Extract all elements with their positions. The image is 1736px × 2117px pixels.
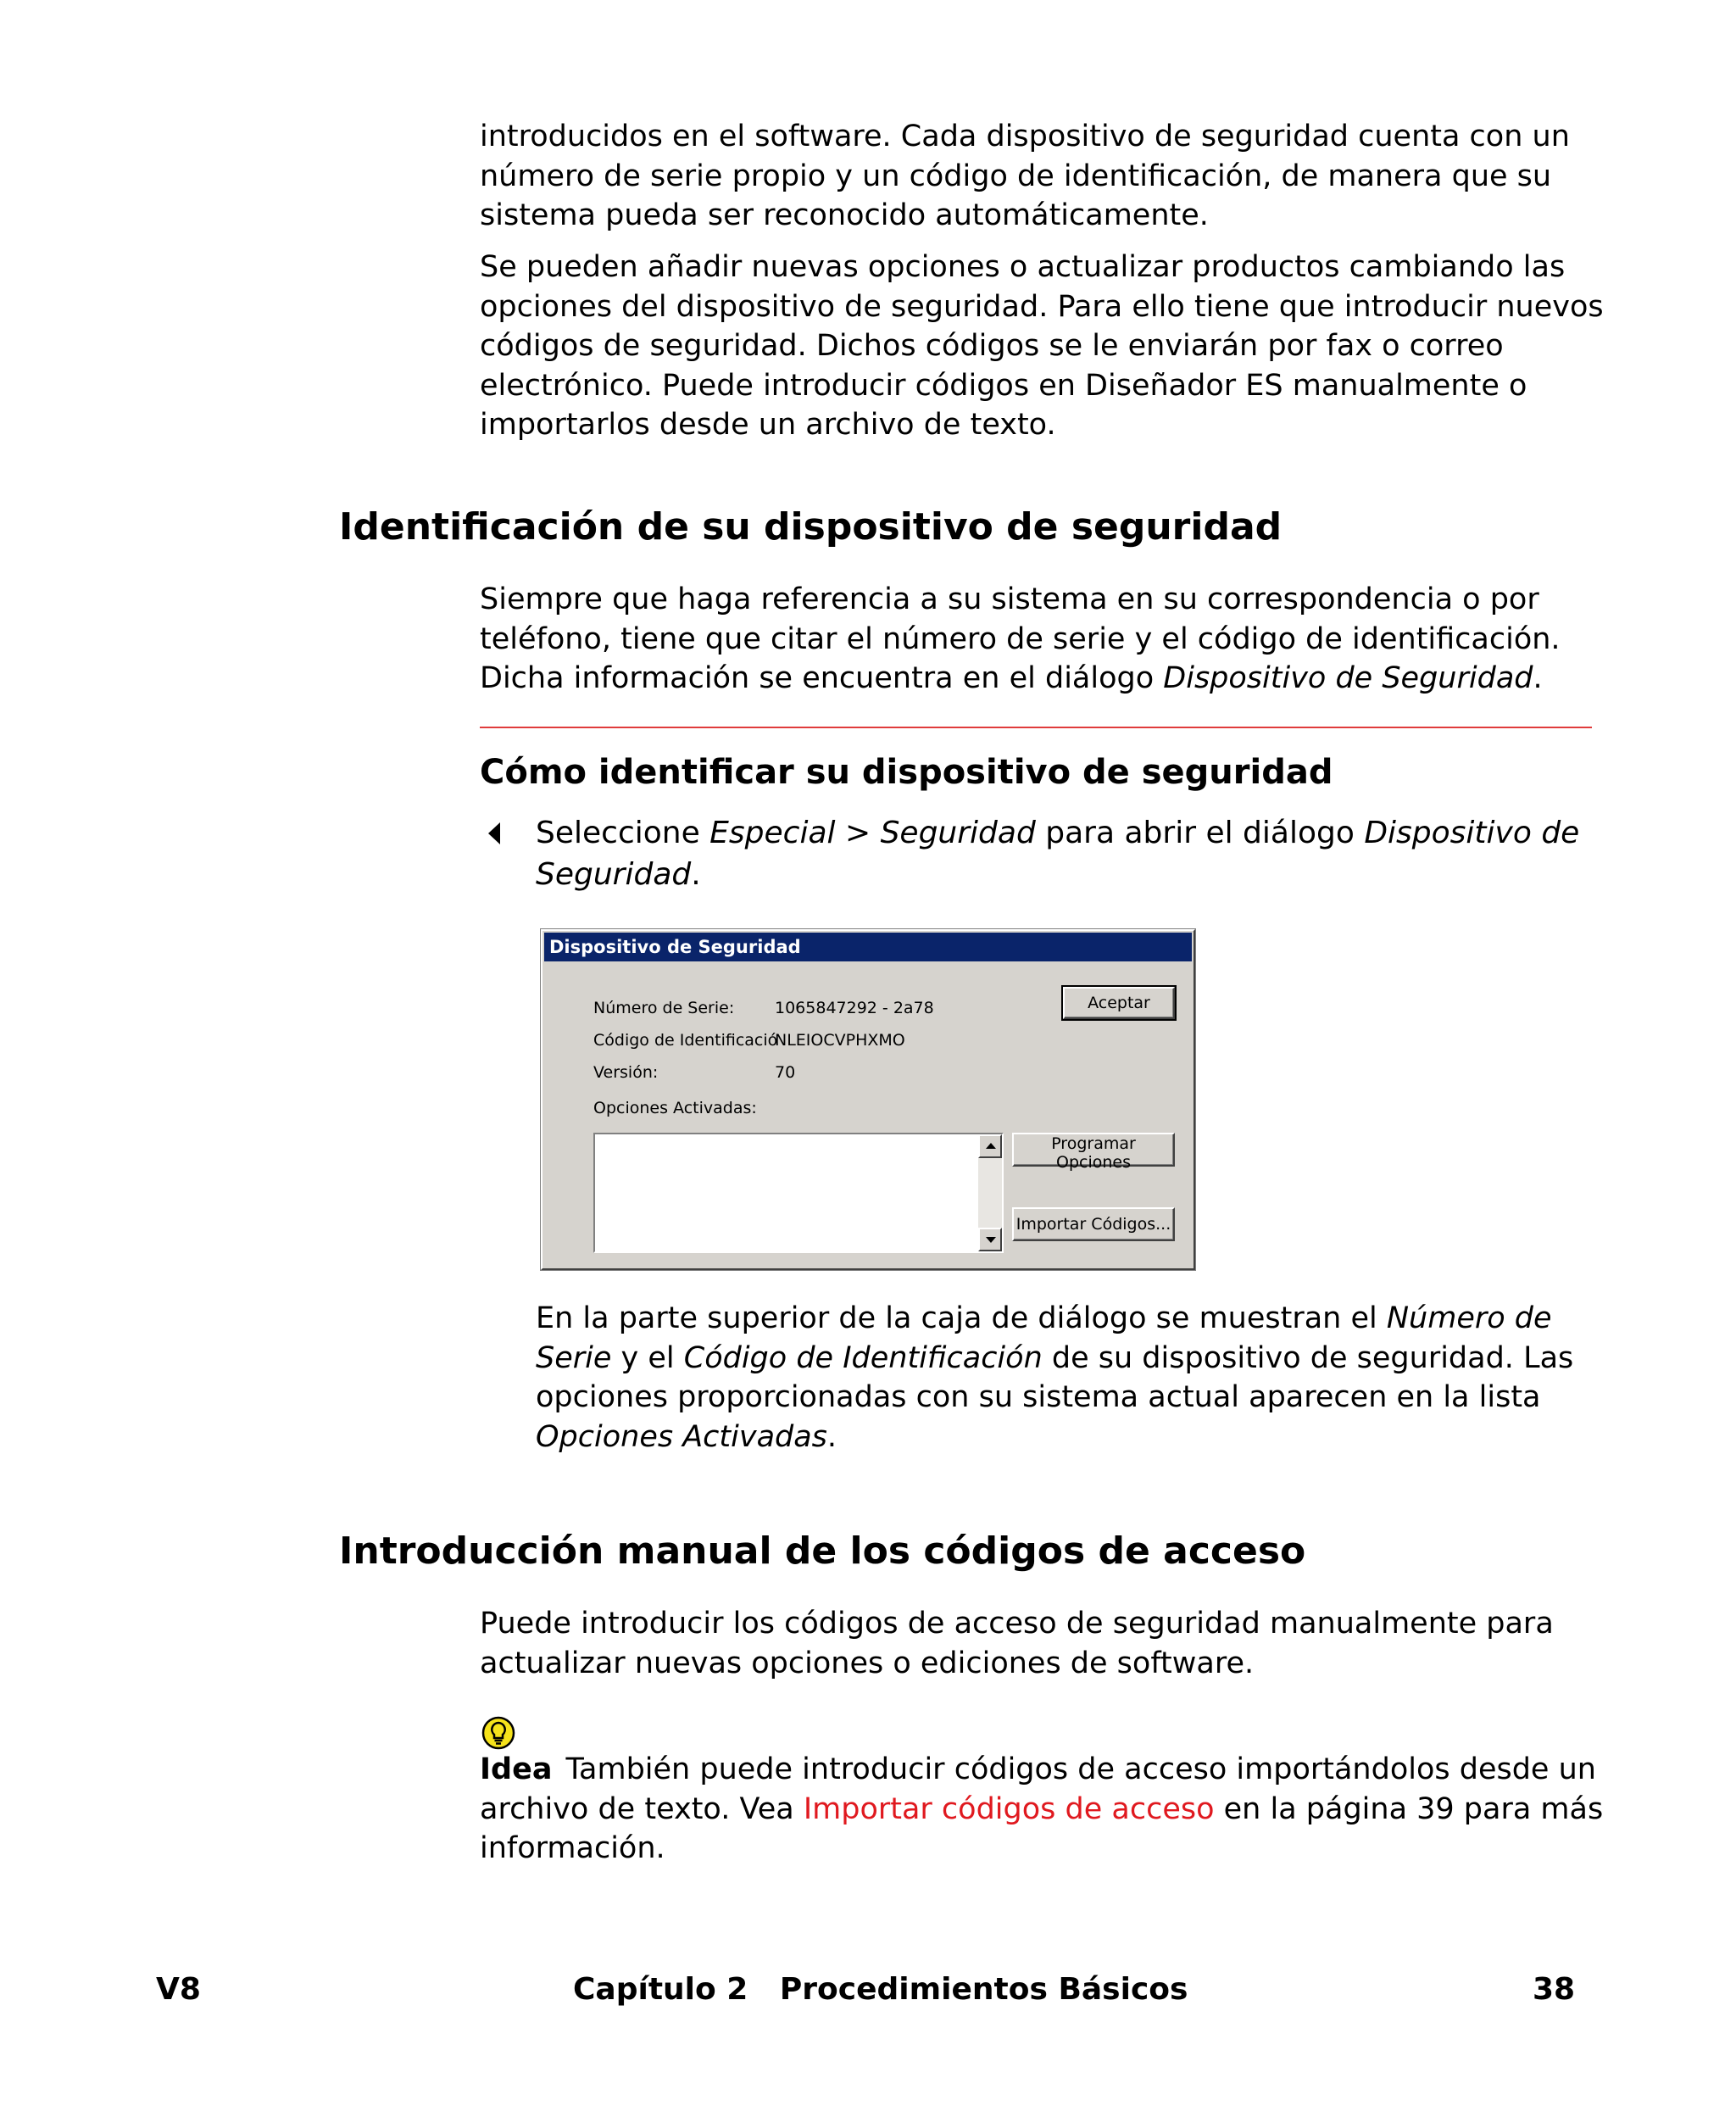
security-device-dialog <box>541 929 1195 1270</box>
version-value: 70 <box>775 1063 796 1082</box>
footer-version: V8 <box>156 1972 201 2007</box>
footer-page-number: 38 <box>1533 1972 1576 2007</box>
section-heading-introduccion: Introducción manual de los códigos de acceso <box>339 1529 1306 1573</box>
dialog-name: Dispositivo de Seguridad <box>536 816 1580 892</box>
version-label: Versión: <box>593 1063 659 1082</box>
scroll-up-button[interactable] <box>978 1134 1002 1158</box>
red-divider <box>480 727 1592 728</box>
serial-label: Número de Serie: <box>593 999 735 1017</box>
scroll-down-button[interactable] <box>978 1228 1002 1251</box>
accept-button[interactable]: Aceptar <box>1063 987 1175 1019</box>
section2-paragraph: Puede introducir los códigos de acceso de seguridad manualmente para actualizar nuevas opciones o ediciones de software. <box>480 1607 1554 1680</box>
menu-path: Especial > Seguridad <box>709 816 1036 850</box>
procedure-heading: Cómo identificar su dispositivo de seguridad <box>480 753 1333 792</box>
options-label: Opciones Activadas: <box>593 1099 757 1117</box>
import-codes-link[interactable]: Importar códigos de acceso <box>803 1791 1215 1826</box>
program-options-button[interactable]: Programar Opciones <box>1012 1133 1175 1167</box>
section1-paragraph: Siempre que haga referencia a su sistema en su correspondencia o por teléfono, tiene que citar el número de serie y el código de identificación. Dicha información se encuentra en el diálogo Dispositivo de Seguridad. <box>480 582 1561 695</box>
body-paragraph-1: introducidos en el software. Cada dispositivo de seguridad cuenta con un número de serie propio y un código de identificación, de manera que su sistema pueda ser reconocido automáticamente. <box>480 120 1570 232</box>
section-heading-identificacion: Identificación de su dispositivo de seguridad <box>339 505 1283 549</box>
import-codes-button[interactable]: Importar Códigos... <box>1012 1207 1175 1241</box>
body-paragraph-2: Se pueden añadir nuevas opciones o actualizar productos cambiando las opciones del dispositivo de seguridad. Para ello tiene que introducir nuevos códigos de seguridad. Dichos códigos se le enviarán por fax o correo electrónico. Puede introducir códigos en Diseñador ES manualmente o importarlos desde un archivo de texto. <box>480 250 1604 442</box>
dialog-titlebar: Dispositivo de Seguridad <box>544 933 1192 961</box>
id-label: Código de Identificació <box>593 1031 778 1050</box>
footer-chapter: Capítulo 2 Procedimientos Básicos <box>573 1972 1188 2007</box>
serial-value: 1065847292 - 2a78 <box>775 999 934 1017</box>
active-options-list[interactable] <box>593 1133 1004 1253</box>
lightbulb-icon <box>481 1716 515 1750</box>
dialog-description: En la parte superior de la caja de diálogo se muestran el Número de Serie y el Código de Identificación de su dispositivo de seguridad. Las opciones proporcionadas con su sistema actual aparecen en la lista Opciones Activadas. <box>536 1301 1574 1454</box>
idea-label: Idea <box>480 1752 553 1786</box>
id-value: NLEIOCVPHXMO <box>775 1031 905 1050</box>
arrow-down-icon <box>986 1237 996 1243</box>
procedure-step: Seleccione Especial > Seguridad para abrir el diálogo Dispositivo de Seguridad. <box>536 816 1580 892</box>
arrow-up-icon <box>986 1143 996 1149</box>
options-scrollbar[interactable] <box>978 1134 1002 1251</box>
idea-note: Idea También puede introducir códigos de acceso importándolos desde un archivo de texto. Vea Importar códigos de acceso en la página 39 para más información. <box>480 1752 1604 1865</box>
step-bullet-icon <box>488 822 500 844</box>
dialog-name-ref: Dispositivo de Seguridad <box>1163 661 1533 695</box>
